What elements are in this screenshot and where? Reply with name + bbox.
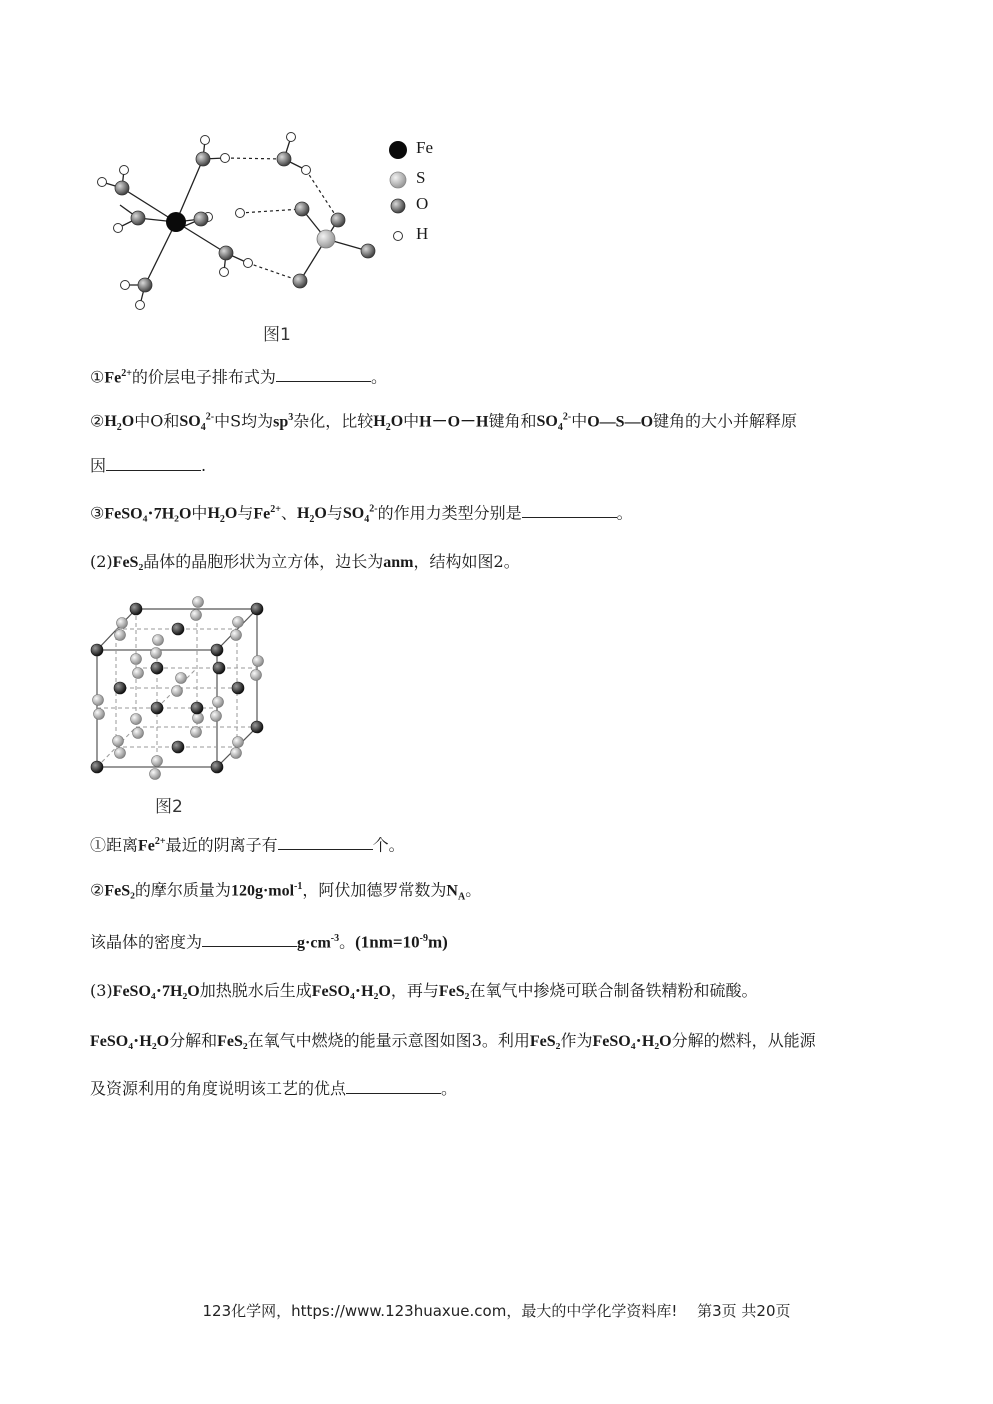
s-legend-icon: [388, 170, 410, 192]
q1-item-a: $①Fe^{2+}$的价层电子排布式为 。: [90, 367, 387, 387]
answer-blank[interactable]: [278, 835, 373, 850]
answer-blank[interactable]: [346, 1079, 441, 1094]
q2-stem: (2)FeS₂晶体的晶胞形状为立方体，边长为anm，结构如图2。: [90, 552, 520, 571]
q1-item-b: $②H_2O$中O和$SO_4^{2-}$中S均为$sp^3$杂化，比较$H_2O$中H－O－H键角和$SO_4^{2-}$中O—S—O键角的大小并解释原: [90, 411, 798, 434]
q3-line1: (3)FeSO₄⋅7H₂O加热脱水后生成FeSO₄⋅H₂O，再与FeS₂在氧气中掺烧可联合制备铁精粉和硫酸。: [90, 981, 758, 1000]
figure1-structure: [90, 125, 390, 320]
legend-s-label: S: [416, 168, 426, 187]
figure1-caption: 图1: [263, 325, 291, 345]
q2-item-a: ①距离$Fe^{2+}$最近的阴离子有 个。: [90, 835, 405, 855]
q3-line3: 及资源利用的角度说明该工艺的优点 。: [90, 1079, 458, 1098]
q2-item-b: ②FeS₂的摩尔质量为120g·mol$^{-1}$，阿伏加德罗常数为$N_A$。: [90, 880, 482, 903]
answer-blank[interactable]: [276, 367, 371, 382]
h-legend-icon: [388, 226, 410, 248]
page-footer: 123化学网，https://www.123huaxue.com，最大的中学化学资料库! 第3页 共20页: [202, 1302, 791, 1320]
answer-blank[interactable]: [522, 503, 617, 518]
legend-fe-label: Fe: [416, 138, 433, 157]
legend-h-label: H: [416, 224, 429, 243]
legend-o-label: O: [416, 194, 429, 213]
q3-line2: FeSO₄⋅H₂O分解和FeS₂在氧气中燃烧的能量示意图如图3。利用FeS₂作为FeSO₄⋅H₂O分解的燃料，从能源: [90, 1031, 816, 1050]
q1-item-c: ③FeSO₄⋅7H₂O中$H_2O$与$Fe^{2+}$、$H_2O$与$SO_4^{2-}$的作用力类型分别是 。: [90, 503, 633, 526]
answer-blank[interactable]: [106, 456, 201, 471]
answer-blank[interactable]: [202, 932, 297, 947]
fe-legend-icon: [388, 140, 410, 162]
q2-item-c: 该晶体的密度为 $g\cdot cm^{-3}$。$(1nm=10^{-9}m)$: [90, 932, 448, 952]
figure2-unit-cell: [88, 595, 273, 780]
o-legend-icon: [388, 196, 410, 218]
figure2-caption: 图2: [155, 797, 183, 817]
q1-item-b-cont: 因 .: [90, 456, 207, 475]
